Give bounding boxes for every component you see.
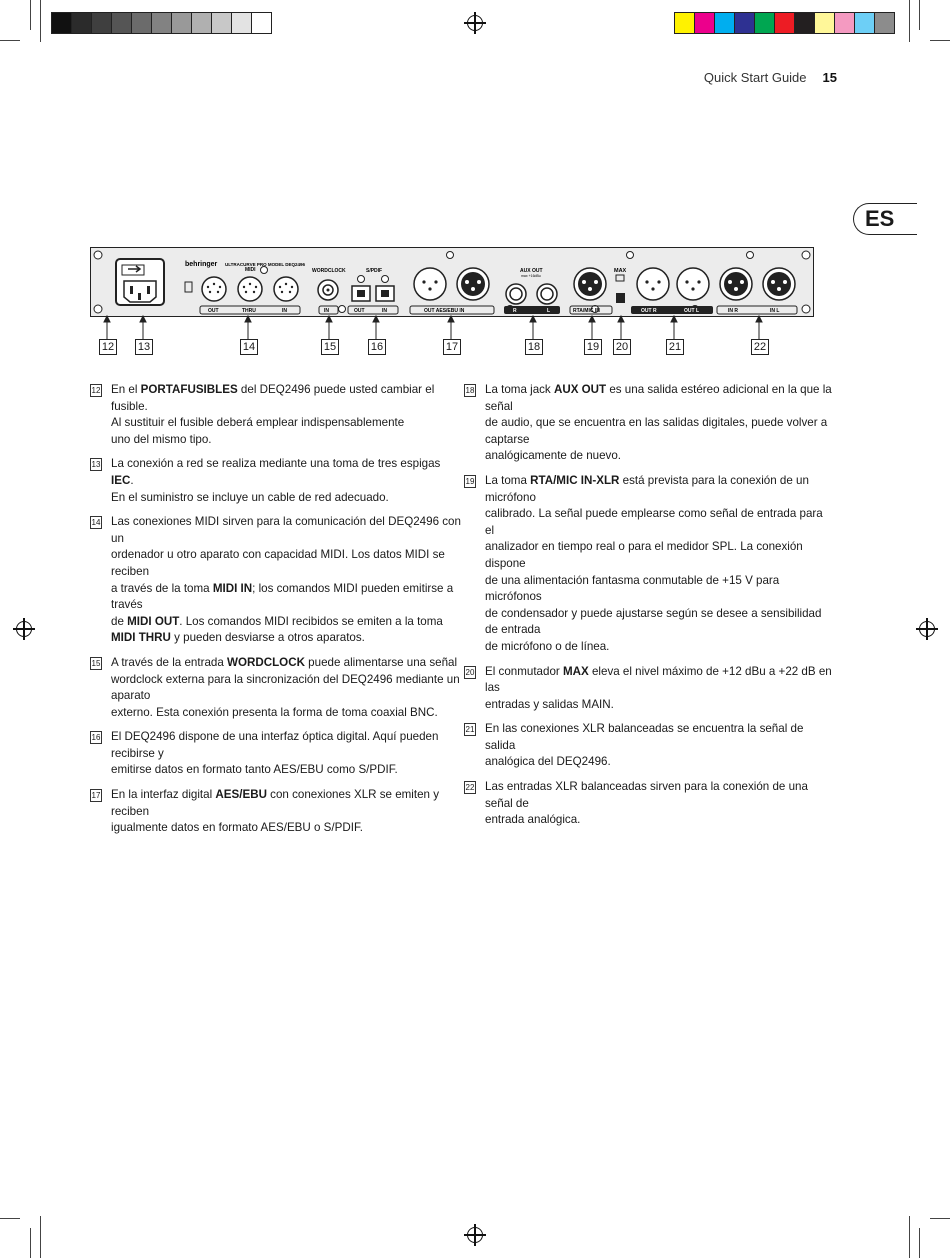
registration-mark-bottom bbox=[467, 1227, 483, 1243]
page-number: 15 bbox=[822, 70, 837, 85]
callout-21: 21 bbox=[666, 339, 684, 355]
label-in-l: IN L bbox=[770, 308, 780, 314]
swatch bbox=[775, 13, 795, 33]
label-sp-out: OUT bbox=[354, 308, 365, 314]
swatch bbox=[152, 13, 172, 33]
swatch bbox=[252, 13, 271, 33]
item-text: En las conexiones XLR balanceadas se encuentra la señal de salida analógica del DEQ2496. bbox=[485, 722, 804, 769]
callout-13: 13 bbox=[135, 339, 153, 355]
swatch bbox=[835, 13, 855, 33]
callout-15: 15 bbox=[321, 339, 339, 355]
wordclock-heading: WORDCLOCK bbox=[312, 268, 346, 274]
label-sp-in: IN bbox=[382, 308, 387, 314]
item-text: La toma jack AUX OUT es una salida estéreo adicional en la que la señal de audio, que se encuentra en las salidas digitales, puede volver a captarse analógicamente de nuevo. bbox=[485, 383, 832, 463]
label-aux-r: R bbox=[513, 308, 517, 314]
midi-heading: MIDI bbox=[245, 267, 256, 273]
swatch bbox=[172, 13, 192, 33]
swatch bbox=[72, 13, 92, 33]
registration-mark-top bbox=[467, 15, 483, 31]
page-header bbox=[704, 70, 837, 85]
label-wc-in: IN bbox=[324, 308, 329, 314]
item-number: 14 bbox=[91, 518, 101, 528]
callout-16: 16 bbox=[368, 339, 386, 355]
label-out-r: OUT R bbox=[641, 308, 657, 314]
item-number: 12 bbox=[91, 386, 101, 395]
swatch bbox=[675, 13, 695, 33]
color-calibration-bar bbox=[674, 12, 895, 34]
swatch bbox=[855, 13, 875, 33]
item-number: 17 bbox=[91, 791, 101, 801]
item-19 bbox=[464, 473, 834, 656]
item-number: 19 bbox=[465, 476, 475, 486]
callout-18: 18 bbox=[525, 339, 543, 355]
swatch bbox=[112, 13, 132, 33]
callout-19: 19 bbox=[584, 339, 602, 355]
aux-out-heading: AUX OUT bbox=[520, 268, 543, 274]
label-midi-in: IN bbox=[282, 308, 287, 314]
item-number: 22 bbox=[465, 783, 475, 793]
callout-14: 14 bbox=[240, 339, 258, 355]
label-aes: OUT AES/EBU IN bbox=[424, 308, 465, 314]
max-heading: MAX bbox=[614, 268, 627, 274]
item-text: A través de la entrada WORDCLOCK puede alimentarse una señal wordclock externa para la sincronización del DEQ2496 mediante un aparato externo. Esta conexión presenta la forma de toma coaxial BNC. bbox=[111, 655, 460, 719]
swatch bbox=[795, 13, 815, 33]
item-text: El conmutador MAX eleva el nivel máximo de +12 dBu a +22 dB en las entradas y salidas MAIN. bbox=[485, 664, 832, 711]
item-text: En el PORTAFUSIBLES del DEQ2496 puede usted cambiar el fusible. Al sustituir el fusible deberá emplear indispensablemente uno del mismo tipo. bbox=[111, 383, 435, 446]
swatch bbox=[815, 13, 835, 33]
item-number: 18 bbox=[465, 386, 475, 395]
guide-title: Quick Start Guide bbox=[703, 70, 807, 85]
item-15 bbox=[90, 655, 465, 721]
callout-leaders bbox=[0, 300, 950, 340]
item-13 bbox=[90, 456, 465, 506]
item-18 bbox=[464, 382, 834, 465]
gray-calibration-bar bbox=[51, 12, 272, 34]
callout-17: 17 bbox=[443, 339, 461, 355]
spdif-heading: S/PDIF bbox=[366, 268, 383, 274]
left-column bbox=[90, 382, 465, 845]
item-text: Las conexiones MIDI sirven para la comunicación del DEQ2496 con un ordenador u otro aparato con capacidad MIDI. Los datos MIDI se reciben a través de la toma MIDI IN; los comandos MIDI pueden emitirse a través de MIDI OUT. Los comandos MIDI recibidos se emiten a la toma MIDI THRU y pueden desviarse a otros aparatos. bbox=[111, 515, 461, 645]
item-21 bbox=[464, 721, 834, 771]
item-20 bbox=[464, 664, 834, 714]
registration-mark-left bbox=[16, 621, 32, 637]
callout-20: 20 bbox=[613, 339, 631, 355]
swatch bbox=[132, 13, 152, 33]
item-12 bbox=[90, 382, 465, 448]
callout-12: 12 bbox=[99, 339, 117, 355]
midi-sockets bbox=[202, 277, 298, 301]
item-text: La conexión a red se realiza mediante una toma de tres espigas IEC. En el suministro se incluye un cable de red adecuado. bbox=[111, 457, 441, 504]
item-number: 16 bbox=[91, 733, 101, 743]
language-tab bbox=[853, 203, 917, 235]
swatch bbox=[212, 13, 232, 33]
item-number: 13 bbox=[91, 460, 101, 470]
label-out-l: OUT L bbox=[684, 308, 699, 314]
item-text: Las entradas XLR balanceadas sirven para la conexión de una señal de entrada analógica. bbox=[485, 780, 808, 827]
item-number: 15 bbox=[91, 658, 101, 668]
swatch bbox=[192, 13, 212, 33]
language-tab-label: ES bbox=[865, 206, 895, 231]
swatch bbox=[715, 13, 735, 33]
swatch bbox=[755, 13, 775, 33]
item-text: El DEQ2496 dispone de una interfaz óptica digital. Aquí pueden recibirse y emitirse datos en formato tanto AES/EBU como S/PDIF. bbox=[111, 730, 439, 777]
item-number: 21 bbox=[465, 725, 475, 735]
item-text: La toma RTA/MIC IN-XLR está prevista para la conexión de un micrófono calibrado. La señal puede emplearse como señal de entrada para el analizador en tiempo real o para el medidor SPL. La conexión dispone de una alimentación fantasma conmutable de +15 V para micrófonos de condensador y puede ajustarse según se desee a sensibilidad de entrada de micrófono o de línea. bbox=[485, 473, 823, 653]
item-text: En la interfaz digital AES/EBU con conexiones XLR se emiten y reciben igualmente datos en formato AES/EBU o S/PDIF. bbox=[111, 788, 440, 835]
registration-mark-right bbox=[919, 621, 935, 637]
label-midi-thru: THRU bbox=[242, 308, 256, 314]
brand-text: behringer bbox=[185, 261, 218, 268]
item-17 bbox=[90, 787, 465, 837]
model-text: ULTRACURVE PRO MODEL DEQ2496 bbox=[225, 262, 306, 267]
label-in-r: IN R bbox=[728, 308, 738, 314]
item-number: 20 bbox=[465, 667, 475, 677]
swatch bbox=[735, 13, 755, 33]
swatch bbox=[875, 13, 894, 33]
swatch bbox=[232, 13, 252, 33]
swatch bbox=[52, 13, 72, 33]
label-rta: RTA/MIC IN bbox=[573, 308, 600, 314]
label-aux-l: L bbox=[547, 308, 551, 314]
right-column bbox=[464, 382, 834, 837]
callout-22: 22 bbox=[751, 339, 769, 355]
swatch bbox=[92, 13, 112, 33]
aux-out-sub: max +16dBu bbox=[521, 274, 541, 278]
swatch bbox=[695, 13, 715, 33]
item-14 bbox=[90, 514, 465, 647]
item-22 bbox=[464, 779, 834, 829]
label-midi-out: OUT bbox=[208, 308, 219, 314]
item-16 bbox=[90, 729, 465, 779]
